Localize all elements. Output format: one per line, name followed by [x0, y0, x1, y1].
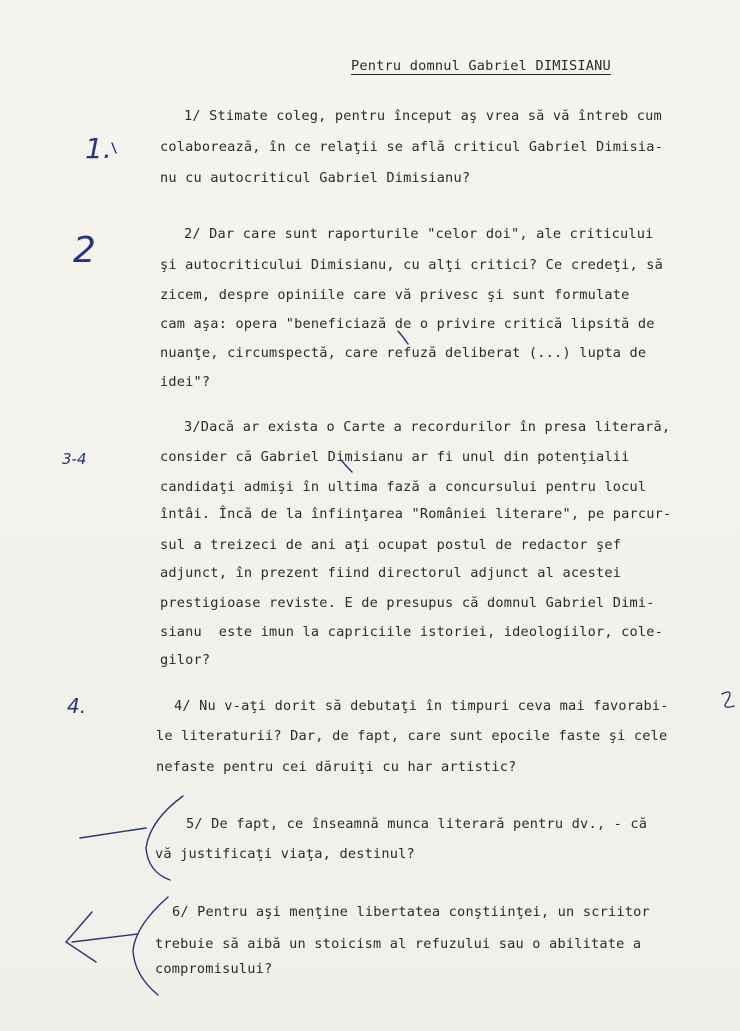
- bracket-mark: [133, 897, 168, 995]
- question-3-line: candidaţi admişi în ultima fază a concursului pentru locul: [160, 479, 647, 495]
- question-2-line: cam aşa: opera "beneficiază de o privire critică lipsită de: [160, 316, 655, 332]
- question-1-line: nu cu autocriticul Gabriel Dimisianu?: [160, 170, 471, 186]
- question-2-line: 2/ Dar care sunt raporturile "celor doi", ale criticului: [184, 226, 654, 242]
- question-5-line: 5/ De fapt, ce înseamnă munca literară pentru dv., - că: [186, 816, 648, 832]
- question-3-line: sianu este imun la capriciile istoriei, ideologiilor, cole-: [160, 624, 664, 640]
- arrow-mark: [72, 934, 138, 942]
- question-3-line: 3/Dacă ar exista o Carte a recordurilor în presa literară,: [184, 419, 671, 435]
- question-6-line: 6/ Pentru aşi menţine libertatea conştiinţei, un scriitor: [172, 904, 650, 920]
- document-title: Pentru domnul Gabriel DIMISIANU: [351, 58, 611, 74]
- question-3-line: gilor?: [160, 652, 211, 668]
- question-4-line: le literaturii? Dar, de fapt, care sunt epocile faste şi cele: [156, 728, 668, 744]
- margin-mark-4: 4.: [67, 694, 87, 718]
- arrow-mark: [66, 912, 96, 962]
- question-4-line: nefaste pentru cei dăruiţi cu har artistic?: [156, 759, 517, 775]
- margin-mark-2: 2: [73, 230, 96, 271]
- caret-correction: [341, 460, 352, 472]
- question-3-line: prestigioase reviste. E de presupus că domnul Gabriel Dimi-: [160, 595, 655, 611]
- question-2-line: zicem, despre opiniile care vă privesc şi sunt formulate: [160, 287, 630, 303]
- dash-mark: [80, 828, 146, 838]
- question-6-line: compromisului?: [155, 961, 273, 977]
- question-3-line: întâi. Încă de la înfiinţarea "României literare", pe parcur-: [160, 506, 672, 522]
- curl-mark: [722, 692, 734, 707]
- question-3-line: consider că Gabriel Dimisianu ar fi unul din potenţialii: [160, 449, 630, 465]
- question-1-line: 1/ Stimate coleg, pentru început aş vrea să vă întreb cum: [184, 108, 662, 124]
- bracket-mark: [146, 796, 183, 880]
- caret-correction: [398, 331, 408, 344]
- question-2-line: nuanţe, circumspectă, care refuză deliberat (...) lupta de: [160, 345, 647, 361]
- question-3-line: adjunct, în prezent fiind directorul adjunct al acestei: [160, 565, 622, 581]
- question-5-line: vă justificaţi viaţa, destinul?: [155, 846, 415, 862]
- question-1-line: colaborează, în ce relaţii se află criticul Gabriel Dimisia-: [160, 139, 664, 155]
- question-2-line: şi autocriticului Dimisianu, cu alţi critici? Ce credeţi, să: [160, 257, 664, 273]
- question-2-line: idei"?: [160, 374, 211, 390]
- margin-mark-3-4: 3-4: [62, 450, 87, 468]
- question-6-line: trebuie să aibă un stoicism al refuzului sau o abilitate a: [155, 936, 642, 952]
- margin-mark-1: 1.: [85, 132, 112, 165]
- question-4-line: 4/ Nu v-aţi dorit să debutaţi în timpuri ceva mai favorabi-: [174, 698, 669, 714]
- tick-mark: [112, 143, 116, 153]
- question-3-line: sul a treizeci de ani aţi ocupat postul de redactor şef: [160, 537, 622, 553]
